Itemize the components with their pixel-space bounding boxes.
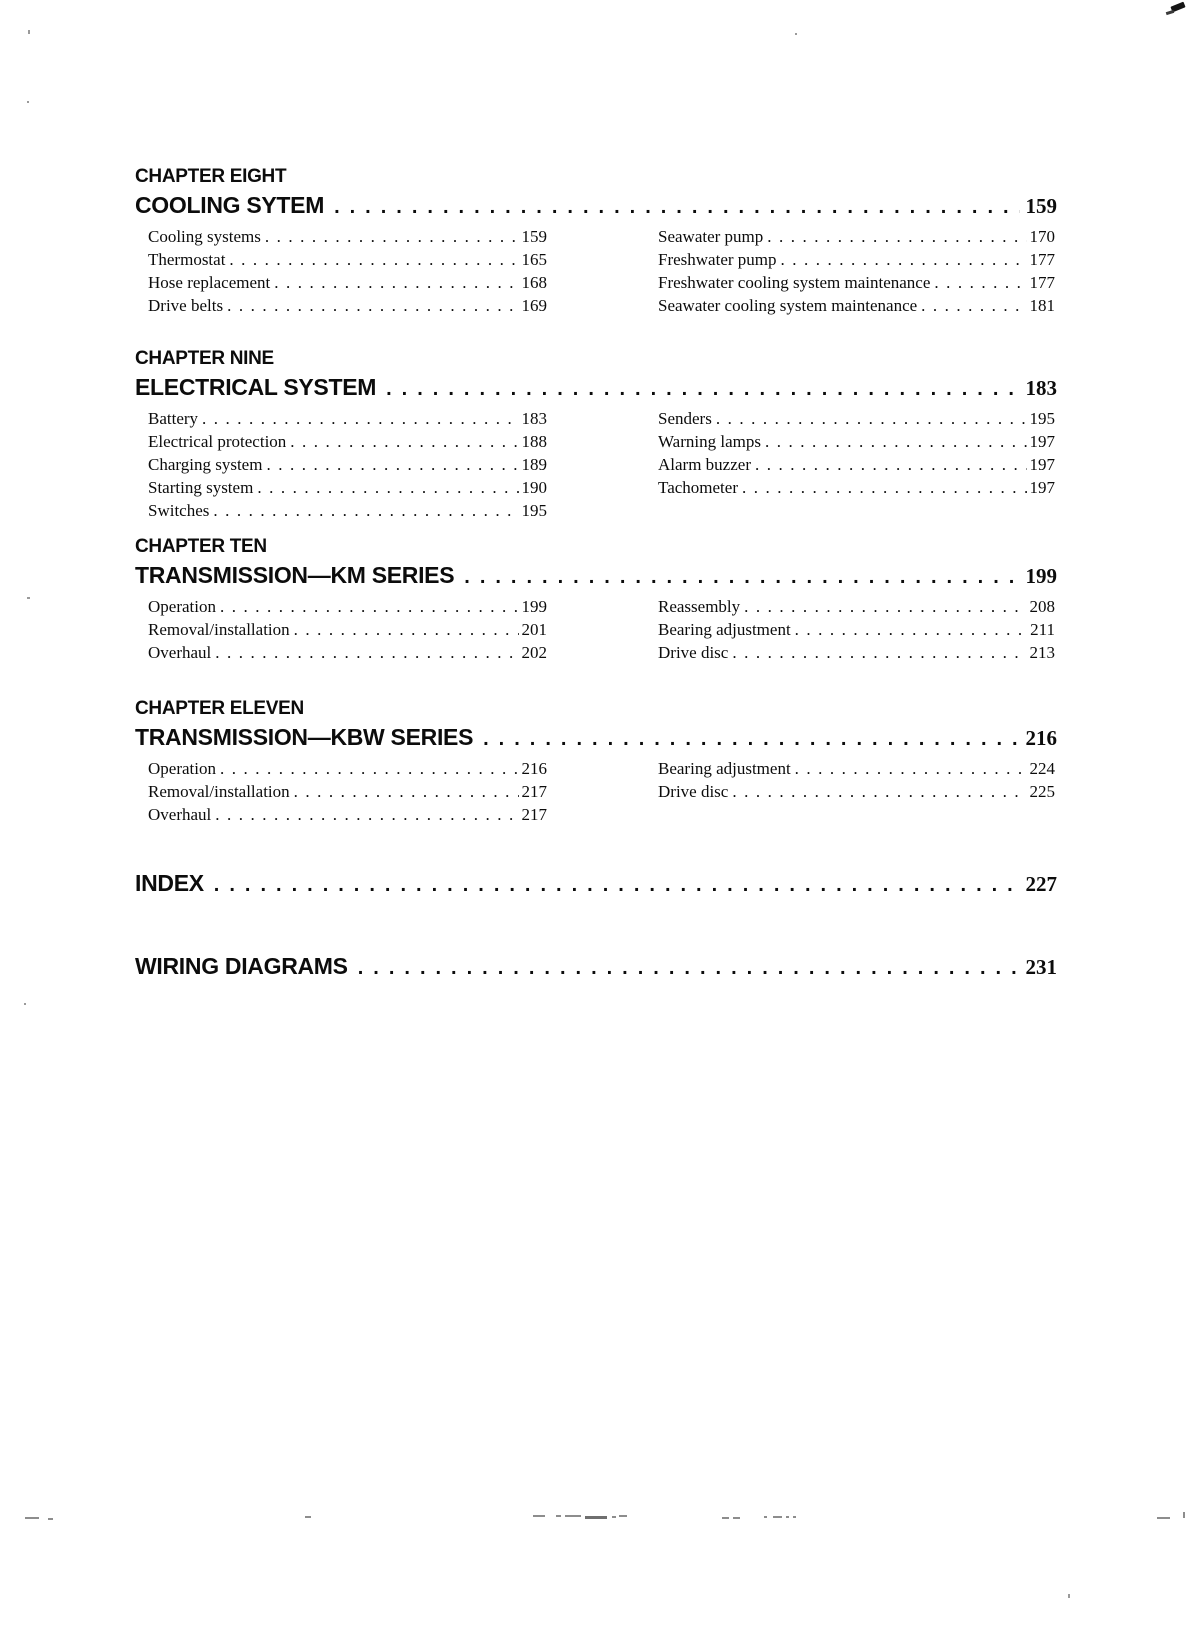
chapter-title: TRANSMISSION—KM SERIES bbox=[135, 562, 455, 588]
toc-entry-label: Removal/installation bbox=[148, 620, 290, 639]
dot-leader bbox=[767, 225, 1026, 248]
toc-entry-label: Drive disc bbox=[658, 782, 729, 801]
toc-entry bbox=[658, 453, 1055, 476]
toc-entry-page: 211 bbox=[1030, 620, 1055, 639]
toc-entry-label: Warning lamps bbox=[658, 432, 761, 451]
toc-entry bbox=[148, 780, 547, 803]
toc-entry-page: 217 bbox=[521, 782, 547, 801]
entry-column-left bbox=[148, 225, 547, 317]
toc-entry bbox=[658, 430, 1055, 453]
index-page-number: 227 bbox=[1025, 872, 1057, 896]
dot-leader bbox=[202, 407, 518, 430]
toc-entry-label: Charging system bbox=[148, 455, 263, 474]
toc-entry-page: 170 bbox=[1029, 227, 1055, 246]
toc-entry bbox=[148, 430, 547, 453]
chapter-title-line bbox=[135, 560, 1057, 590]
chapter-label: CHAPTER NINE bbox=[135, 348, 274, 369]
toc-entry-label: Seawater pump bbox=[658, 227, 764, 246]
chapter-title-line bbox=[135, 372, 1057, 402]
scan-artifact bbox=[565, 1515, 581, 1517]
scan-artifact bbox=[27, 101, 29, 103]
toc-entry bbox=[658, 294, 1055, 317]
entry-column-left bbox=[148, 595, 547, 664]
toc-entry bbox=[148, 225, 547, 248]
toc-entry bbox=[148, 757, 547, 780]
toc-entry-label: Overhaul bbox=[148, 643, 212, 662]
toc-entry bbox=[658, 271, 1055, 294]
dot-leader bbox=[732, 641, 1026, 664]
entry-column-left bbox=[148, 407, 547, 522]
toc-entry-page: 177 bbox=[1029, 250, 1055, 269]
scan-artifact bbox=[28, 30, 30, 34]
chapter-label: CHAPTER ELEVEN bbox=[135, 698, 304, 719]
toc-entry-page: 216 bbox=[521, 759, 547, 778]
dot-leader bbox=[220, 595, 519, 618]
toc-entry-label: Tachometer bbox=[658, 478, 738, 497]
toc-entry bbox=[658, 641, 1055, 664]
index-title: INDEX bbox=[135, 870, 204, 896]
scan-artifact bbox=[612, 1516, 616, 1518]
toc-entry-label: Reassembly bbox=[658, 597, 741, 616]
dot-leader bbox=[744, 595, 1026, 618]
chapter-page-number: 183 bbox=[1025, 376, 1057, 400]
dot-leader bbox=[215, 803, 518, 826]
toc-entry-label: Electrical protection bbox=[148, 432, 287, 451]
toc-entry-page: 197 bbox=[1029, 478, 1055, 497]
entry-columns bbox=[135, 757, 1057, 826]
chapter-label: CHAPTER EIGHT bbox=[135, 166, 287, 187]
toc-entry bbox=[658, 595, 1055, 618]
scan-artifact bbox=[1166, 10, 1175, 15]
toc-entry-page: 188 bbox=[521, 432, 547, 451]
toc-entry-label: Operation bbox=[148, 759, 216, 778]
entry-column-right bbox=[658, 407, 1055, 522]
toc-entry bbox=[148, 803, 547, 826]
chapter-title-line bbox=[135, 722, 1057, 752]
toc-entry bbox=[148, 271, 547, 294]
chapter-page-number: 199 bbox=[1025, 564, 1057, 588]
dot-leader bbox=[765, 430, 1027, 453]
dot-leader bbox=[483, 724, 1019, 754]
toc-entry-label: Drive disc bbox=[658, 643, 729, 662]
toc-entry-label: Bearing adjustment bbox=[658, 759, 791, 778]
scan-artifact bbox=[1068, 1594, 1070, 1598]
toc-entry-page: 168 bbox=[521, 273, 547, 292]
scan-artifact bbox=[773, 1516, 782, 1518]
toc-entry-page: 181 bbox=[1029, 296, 1055, 315]
toc-entry-page: 224 bbox=[1029, 759, 1055, 778]
wiring-diagrams-title: WIRING DIAGRAMS bbox=[135, 953, 348, 979]
entry-column-right bbox=[658, 757, 1055, 826]
chapter-title: COOLING SYTEM bbox=[135, 192, 325, 218]
entry-columns bbox=[135, 225, 1057, 317]
scan-artifact bbox=[795, 33, 797, 35]
toc-entry-page: 189 bbox=[521, 455, 547, 474]
dot-leader bbox=[215, 641, 518, 664]
toc-entry-label: Freshwater pump bbox=[658, 250, 777, 269]
chapter-label: CHAPTER TEN bbox=[135, 536, 267, 557]
toc-entry-label: Cooling systems bbox=[148, 227, 261, 246]
toc-entry bbox=[658, 476, 1055, 499]
dot-leader bbox=[742, 476, 1027, 499]
toc-entry-label: Overhaul bbox=[148, 805, 212, 824]
scan-artifact bbox=[793, 1516, 796, 1518]
scan-artifact bbox=[585, 1516, 607, 1519]
dot-leader bbox=[214, 870, 1020, 900]
scan-artifact bbox=[1157, 1517, 1170, 1519]
dot-leader bbox=[464, 562, 1019, 592]
toc-entry bbox=[148, 641, 547, 664]
toc-entry-page: 199 bbox=[521, 597, 547, 616]
chapter-page-number: 159 bbox=[1025, 194, 1057, 218]
toc-entry-page: 217 bbox=[521, 805, 547, 824]
toc-entry bbox=[658, 757, 1055, 780]
dot-leader bbox=[934, 271, 1026, 294]
scan-artifact bbox=[786, 1516, 789, 1518]
scan-artifact bbox=[619, 1515, 627, 1517]
chapter-section-transmission-km bbox=[135, 536, 1057, 664]
entry-column-left bbox=[148, 757, 547, 826]
scan-artifact bbox=[733, 1517, 740, 1519]
chapter-title-line bbox=[135, 190, 1057, 220]
chapter-section-cooling bbox=[135, 166, 1057, 317]
scan-artifact bbox=[27, 597, 30, 599]
toc-entry-label: Seawater cooling system maintenance bbox=[658, 296, 918, 315]
dot-leader bbox=[781, 248, 1027, 271]
toc-entry bbox=[658, 407, 1055, 430]
scan-artifact bbox=[556, 1515, 561, 1517]
chapter-section-transmission-kbw bbox=[135, 698, 1057, 826]
toc-entry-page: 195 bbox=[1029, 409, 1055, 428]
toc-entry-page: 195 bbox=[521, 501, 547, 520]
toc-entry-label: Switches bbox=[148, 501, 210, 520]
toc-entry bbox=[658, 225, 1055, 248]
toc-entry-label: Drive belts bbox=[148, 296, 224, 315]
dot-leader bbox=[334, 192, 1019, 222]
toc-entry bbox=[148, 407, 547, 430]
toc-entry bbox=[148, 453, 547, 476]
toc-entry-label: Starting system bbox=[148, 478, 254, 497]
toc-entry bbox=[148, 595, 547, 618]
toc-entry-label: Senders bbox=[658, 409, 712, 428]
toc-entry-label: Battery bbox=[148, 409, 199, 428]
entry-column-right bbox=[658, 225, 1055, 317]
dot-leader bbox=[294, 618, 519, 641]
dot-leader bbox=[213, 499, 518, 522]
wiring-diagrams-line bbox=[135, 949, 1057, 981]
toc-entry-label: Thermostat bbox=[148, 250, 226, 269]
scan-artifact bbox=[764, 1516, 767, 1518]
toc-entry-page: 177 bbox=[1029, 273, 1055, 292]
dot-leader bbox=[732, 780, 1026, 803]
chapter-page-number: 216 bbox=[1025, 726, 1057, 750]
dot-leader bbox=[755, 453, 1027, 476]
toc-entry-page: 197 bbox=[1029, 455, 1055, 474]
toc-entry-label: Alarm buzzer bbox=[658, 455, 751, 474]
toc-entry-page: 225 bbox=[1029, 782, 1055, 801]
scan-artifact bbox=[722, 1517, 729, 1519]
toc-entry-page: 190 bbox=[521, 478, 547, 497]
dot-leader bbox=[274, 271, 518, 294]
dot-leader bbox=[265, 225, 519, 248]
scan-artifact bbox=[305, 1516, 311, 1518]
toc-entry-label: Removal/installation bbox=[148, 782, 290, 801]
toc-entry bbox=[148, 248, 547, 271]
toc-entry-page: 201 bbox=[521, 620, 547, 639]
toc-entry bbox=[658, 248, 1055, 271]
scan-artifact bbox=[533, 1515, 545, 1517]
dot-leader bbox=[229, 248, 518, 271]
toc-entry-label: Bearing adjustment bbox=[658, 620, 791, 639]
toc-entry-page: 197 bbox=[1029, 432, 1055, 451]
dot-leader bbox=[795, 757, 1027, 780]
toc-entry bbox=[148, 294, 547, 317]
entry-columns bbox=[135, 595, 1057, 664]
dot-leader bbox=[266, 453, 518, 476]
dot-leader bbox=[921, 294, 1026, 317]
toc-entry bbox=[148, 476, 547, 499]
toc-entry-page: 159 bbox=[521, 227, 547, 246]
dot-leader bbox=[290, 430, 518, 453]
toc-entry bbox=[148, 499, 547, 522]
scan-artifact bbox=[24, 1003, 26, 1005]
scan-artifact bbox=[1183, 1512, 1185, 1518]
toc-entry-label: Hose replacement bbox=[148, 273, 271, 292]
toc-entry-page: 213 bbox=[1029, 643, 1055, 662]
chapter-title: TRANSMISSION—KBW SERIES bbox=[135, 724, 474, 750]
index-line bbox=[135, 866, 1057, 898]
toc-entry bbox=[148, 618, 547, 641]
dot-leader bbox=[795, 618, 1027, 641]
dot-leader bbox=[716, 407, 1027, 430]
chapter-title: ELECTRICAL SYSTEM bbox=[135, 374, 377, 400]
dot-leader bbox=[386, 374, 1019, 404]
dot-leader bbox=[220, 757, 519, 780]
entry-columns bbox=[135, 407, 1057, 522]
dot-leader bbox=[358, 953, 1020, 983]
dot-leader bbox=[257, 476, 518, 499]
dot-leader bbox=[294, 780, 519, 803]
scan-artifact bbox=[48, 1518, 53, 1520]
scan-artifact bbox=[25, 1517, 39, 1519]
toc-entry bbox=[658, 618, 1055, 641]
toc-entry-label: Operation bbox=[148, 597, 216, 616]
toc-entry-page: 208 bbox=[1029, 597, 1055, 616]
dot-leader bbox=[227, 294, 518, 317]
toc-entry-page: 169 bbox=[521, 296, 547, 315]
wiring-diagrams-page-number: 231 bbox=[1025, 955, 1057, 979]
toc-entry bbox=[658, 780, 1055, 803]
toc-entry-page: 183 bbox=[521, 409, 547, 428]
toc-entry-page: 202 bbox=[521, 643, 547, 662]
entry-column-right bbox=[658, 595, 1055, 664]
toc-entry-label: Freshwater cooling system maintenance bbox=[658, 273, 931, 292]
toc-entry-page: 165 bbox=[521, 250, 547, 269]
chapter-section-electrical bbox=[135, 348, 1057, 522]
